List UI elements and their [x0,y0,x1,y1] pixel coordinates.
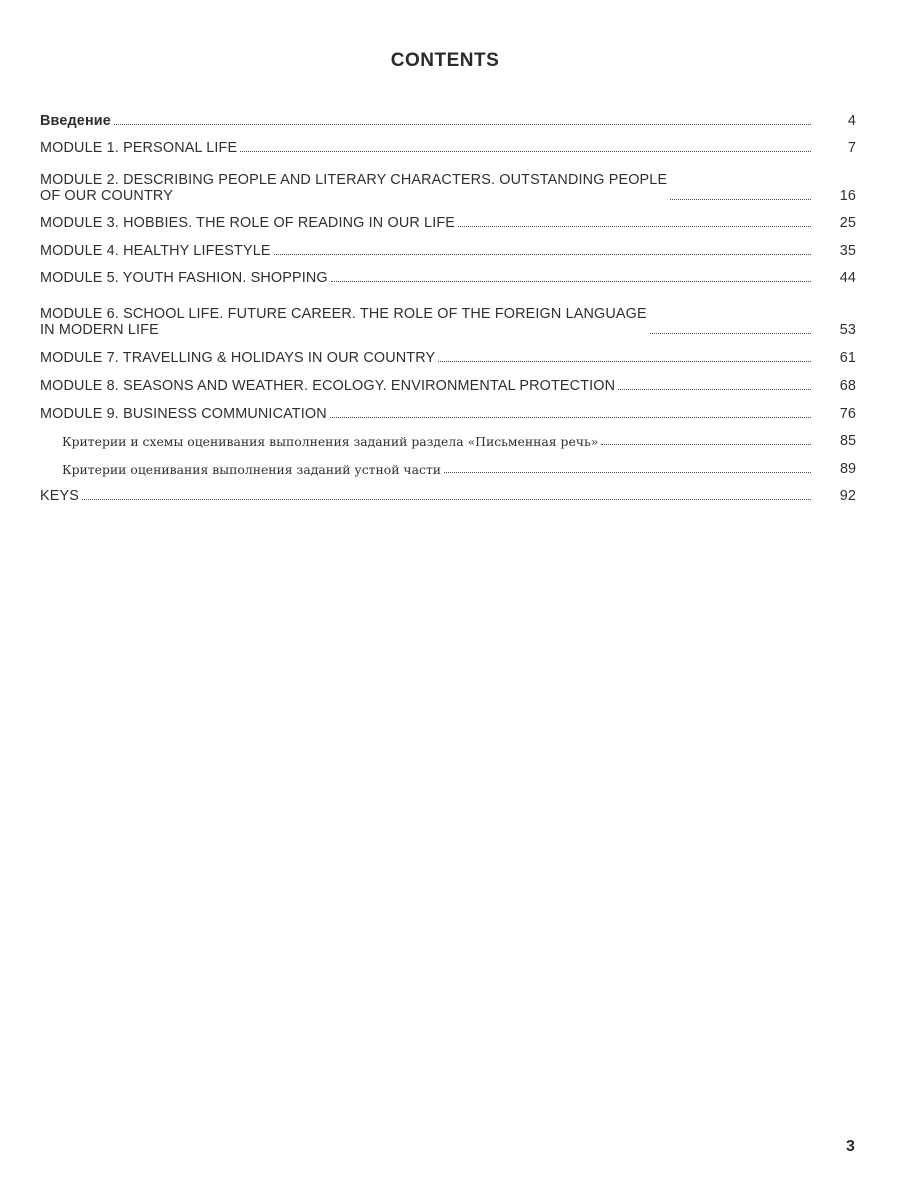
entry-page-number: 4 [847,113,856,129]
dot-leader [618,389,811,390]
dot-leader [240,151,811,152]
entry-page-number: 25 [839,215,856,231]
entry-title: MODULE 9. BUSINESS COMMUNICATION [40,406,327,422]
toc-entry-module-5[interactable] [40,259,856,286]
entry-page-number: 85 [839,433,856,449]
toc-entry-keys[interactable] [40,477,856,504]
dot-leader [330,417,811,418]
toc-entry-module-8[interactable] [40,366,856,394]
dot-leader [274,254,811,255]
entry-title-line-1: MODULE 6. SCHOOL LIFE. FUTURE CAREER. THE ROLE OF THE FOREIGN LANGUAGE [40,306,647,322]
dot-leader [331,281,811,282]
toc-entry-intro[interactable] [40,104,856,129]
dot-leader [444,472,811,473]
entry-page-number: 35 [839,243,856,259]
entry-page-number: 7 [847,140,856,156]
page-title: CONTENTS [390,50,500,71]
dot-leader [438,361,811,362]
toc-entry-module-9[interactable] [40,394,856,422]
dot-leader [670,199,811,200]
toc-entry-module-6[interactable] [40,286,856,338]
entry-page-number: 53 [839,322,856,338]
entry-title: Введение [40,113,111,129]
entry-title: MODULE 3. HOBBIES. THE ROLE OF READING IN OUR LIFE [40,215,456,231]
entry-page-number: 92 [839,488,856,504]
entry-title-line-1: MODULE 2. DESCRIBING PEOPLE AND LITERARY CHARACTERS. OUTSTANDING PEOPLE [40,172,668,188]
entry-page-number: 68 [839,378,856,394]
entry-title: MODULE 1. PERSONAL LIFE [40,140,238,156]
entry-title: Критерии и схемы оценивания выполнения заданий раздела «Письменная речь» [62,434,599,449]
toc-entry-module-1[interactable] [40,129,856,156]
entry-title: MODULE 5. YOUTH FASHION. SHOPPING [40,270,328,286]
toc-entry-module-4[interactable] [40,231,856,259]
dot-leader [650,333,811,334]
entry-title-two-line [40,306,647,338]
entry-title: MODULE 7. TRAVELLING & HOLIDAYS IN OUR COUNTRY [40,350,436,366]
dot-leader [114,124,811,125]
entry-title-two-line [40,172,667,204]
entry-title: MODULE 8. SEASONS AND WEATHER. ECOLOGY. ENVIRONMENTAL PROTECTION [40,378,616,394]
page-number: 3 [846,1138,855,1155]
toc-entry-writing-criteria[interactable] [40,422,856,449]
toc-entry-oral-criteria[interactable] [40,449,856,477]
toc-entry-module-7[interactable] [40,338,856,366]
entry-title: KEYS [40,488,79,504]
entry-title-line-2: IN MODERN LIFE [40,322,159,338]
entry-page-number: 76 [839,406,856,422]
table-of-contents [40,104,856,504]
dot-leader [82,499,811,500]
toc-entry-module-3[interactable] [40,204,856,231]
entry-page-number: 16 [839,188,856,204]
entry-page-number: 44 [839,270,856,286]
entry-page-number: 89 [839,461,856,477]
entry-title: MODULE 4. HEALTHY LIFESTYLE [40,243,271,259]
entry-page-number: 61 [839,350,856,366]
dot-leader [601,444,811,445]
entry-title-line-2: OF OUR COUNTRY [40,188,173,204]
entry-title: Критерии оценивания выполнения заданий устной части [62,462,442,477]
dot-leader [458,226,811,227]
toc-entry-module-2[interactable] [40,156,856,204]
